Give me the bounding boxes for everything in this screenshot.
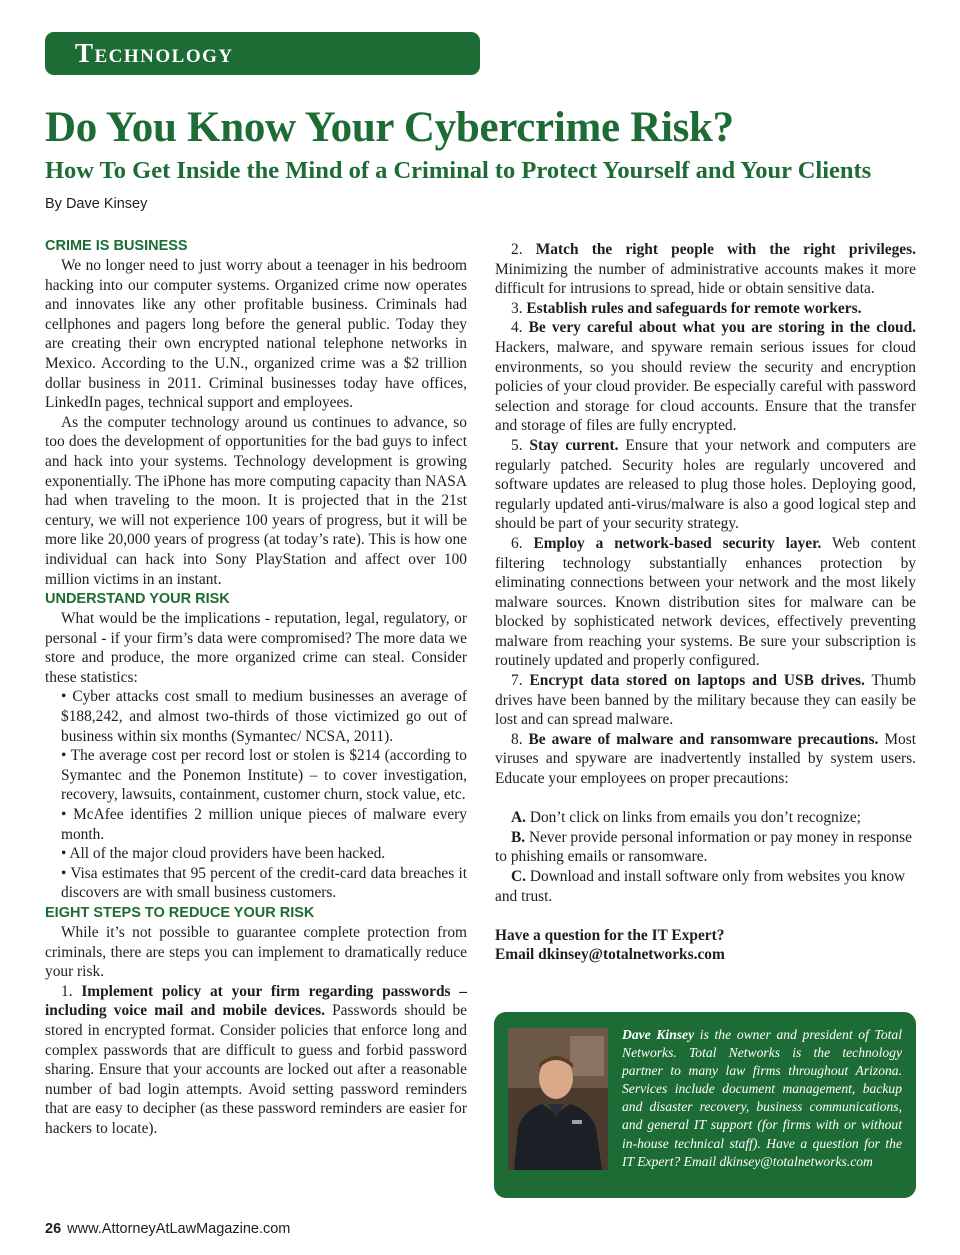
step-8 <box>495 730 916 789</box>
step-1 <box>45 982 467 1139</box>
article-subtitle: How To Get Inside the Mind of a Criminal to Protect Yourself and Your Clients <box>45 157 872 184</box>
author-photo <box>508 1028 608 1170</box>
step-text: Passwords should be stored in encrypted format. Consider policies that enforce long and complex passwords that are difficult to guess and forbid password sharing. Ensure that your accounts are locked out after a reasonable number of bad login attempts. Avoid setting password reminders that are easy to decipher (as these password reminders are easier for hackers to locate). <box>45 1002 467 1137</box>
precaution-label: C. <box>511 868 526 885</box>
precaution-text: Don’t click on links from emails you don’t recognize; <box>529 809 861 827</box>
page-footer <box>45 1221 290 1237</box>
heading-understand-your-risk: UNDERSTAND YOUR RISK <box>45 591 230 608</box>
bullet-item: • All of the major cloud providers have been hacked. <box>61 845 386 863</box>
author-bio <box>622 1026 902 1171</box>
precaution-label: B. <box>511 828 526 846</box>
page-number: 26 <box>45 1221 62 1237</box>
paragraph: As the computer technology around us continues to advance, so too does the development of opportunities for the bad guys to infect and hack into your systems. Technology development is growing exponentially. The iPhone has more computing capacity than NASA had when traveling to the moon. It is projected that in the 21st century, we will not experience 100 years of progress, but it will be more like 20,000 years of progress (at today’s rate). This is how one individual can hack into Sony PlayStation and affect over 100 million victims in an instant. <box>45 413 467 588</box>
author-photo-illustration <box>508 1028 608 1170</box>
precaution-c <box>495 867 916 906</box>
step-number: 5. <box>511 436 523 454</box>
footer-url: www.AttorneyAtLawMagazine.com <box>67 1221 291 1237</box>
step-title: Employ a network-based security layer. <box>533 534 822 552</box>
step-text: Most viruses and spyware are inadvertently installed by system users. Educate your employees on proper precautions: <box>495 730 916 788</box>
precaution-text: Download and install software only from websites you know and trust. <box>495 868 906 905</box>
precaution-a <box>495 808 916 828</box>
step-number: 4. <box>511 319 523 337</box>
step-7 <box>495 671 916 730</box>
bio-text: is the owner and president of Total Networks. Total Networks is the technology partner to many law firms throughout Arizona. Services include document management, backup and disaster recovery, business communications, and general IT support (for firms with or without in-house technical staff). Have a question for the IT Expert? Email dkinsey@totalnetworks.com <box>622 1027 902 1169</box>
heading-eight-steps: EIGHT STEPS TO REDUCE YOUR RISK <box>45 905 315 921</box>
section-banner <box>45 32 480 75</box>
step-title: Be aware of malware and ransomware precautions. <box>528 730 879 748</box>
spacer <box>495 789 916 809</box>
article-title: Do You Know Your Cybercrime Risk? <box>45 104 734 151</box>
step-number: 3. <box>511 299 523 317</box>
byline: By Dave Kinsey <box>45 196 148 212</box>
step-title: Encrypt data stored on laptops and USB drives. <box>529 672 865 690</box>
step-6 <box>495 534 916 671</box>
question-text: Have a question for the IT Expert? <box>495 926 725 944</box>
paragraph: What would be the implications - reputation, legal, regulatory, or personal - if your firm’s data were compromised? The more data we store and produce, the more organized crime can steal. Consider these statistics: <box>45 610 467 686</box>
step-title: Be very careful about what you are storing in the cloud. <box>528 319 916 337</box>
paragraph: We no longer need to just worry about a teenager in his bedroom hacking into our computer systems. Organized crime now operates and innovates like any other profitable business. Criminals had cellphones and pagers long before the general public. Today they are creating their own encrypted national telephone networks in Mexico. According to the U.N., organized crime was a $2 trillion dollar business in 2011. Criminal businesses today have offices, LinkedIn pages, technical support and employees. <box>45 257 467 412</box>
step-text: Thumb drives have been banned by the military because they can easily be lost and can spread malware. <box>495 672 916 729</box>
precaution-b <box>495 828 916 867</box>
step-5 <box>495 436 916 534</box>
step-text: Ensure that your network and computers are regularly patched. Security holes are regularly uncovered and software updates are released to plug those holes. Deploying good, regularly updated anti-virus/malware is also a good logical step and should be part of your security strategy. <box>495 436 916 533</box>
step-text: Minimizing the number of administrative accounts makes it more difficult for intrusions to spread, hide or obtain sensitive data. <box>495 260 916 298</box>
step-number: 1. <box>61 982 73 1000</box>
question-line <box>495 926 916 946</box>
step-title: Match the right people with the right privileges. <box>535 241 916 258</box>
step-number: 8. <box>511 730 523 748</box>
heading-crime-is-business: CRIME IS BUSINESS <box>45 238 188 254</box>
step-number: 7. <box>511 672 523 690</box>
step-2 <box>495 240 916 299</box>
precaution-text: Never provide personal information or pay money in response to phishing emails or ransomware. <box>495 828 912 866</box>
bullet-item: • Cyber attacks cost small to medium businesses an average of $188,242, and almost two-thirds of those victimized go out of business within six months (Symantec/ NCSA, 2011). <box>61 688 467 745</box>
step-title: Stay current. <box>529 436 619 454</box>
right-column <box>495 240 916 965</box>
step-title: Establish rules and safeguards for remote workers. <box>526 299 862 317</box>
bullet-item: • Visa estimates that 95 percent of the credit-card data breaches it discovers are with small business customers. <box>61 864 467 902</box>
step-number: 6. <box>511 534 523 552</box>
section-label: Technology <box>75 38 234 68</box>
step-text: Web content filtering technology substantially enhances protection by eliminating connections between your network and the most likely malware sources. Known distribution sites for malware can be blocked by sophisticated network devices, effectively preventing malware from reaching your systems. Be sure your subscription is routinely updated and properly configured. <box>495 534 916 670</box>
step-text: Hackers, malware, and spyware remain serious issues for cloud environments, so you should review the security and encryption policies of your cloud provider. Be especially careful with password selection and storage for cloud accounts. Ensure that the transfer and storage of files are fully encrypted. <box>495 338 916 435</box>
step-title: Implement policy at your firm regarding passwords – including voice mail and mobile devices. <box>45 982 467 1020</box>
precaution-label: A. <box>511 809 526 827</box>
step-4 <box>495 318 916 436</box>
left-column <box>45 236 467 1139</box>
spacer <box>495 906 916 926</box>
email-line <box>495 945 916 965</box>
bullet-item: • The average cost per record lost or stolen is $214 (according to Symantec and the Ponemon Institute) – to cover investigation, recovery, lawsuits, containment, customer churn, stock value, etc. <box>61 747 467 804</box>
author-bio-box <box>494 1012 916 1198</box>
author-name: Dave Kinsey <box>622 1027 695 1042</box>
step-3 <box>495 299 916 319</box>
bullet-item: • McAfee identifies 2 million unique pieces of malware every month. <box>61 806 467 843</box>
paragraph: While it’s not possible to guarantee complete protection from criminals, there are steps you can implement to dramatically reduce your risk. <box>45 924 467 981</box>
step-number: 2. <box>511 241 523 258</box>
email-text: Email dkinsey@totalnetworks.com <box>495 946 725 964</box>
